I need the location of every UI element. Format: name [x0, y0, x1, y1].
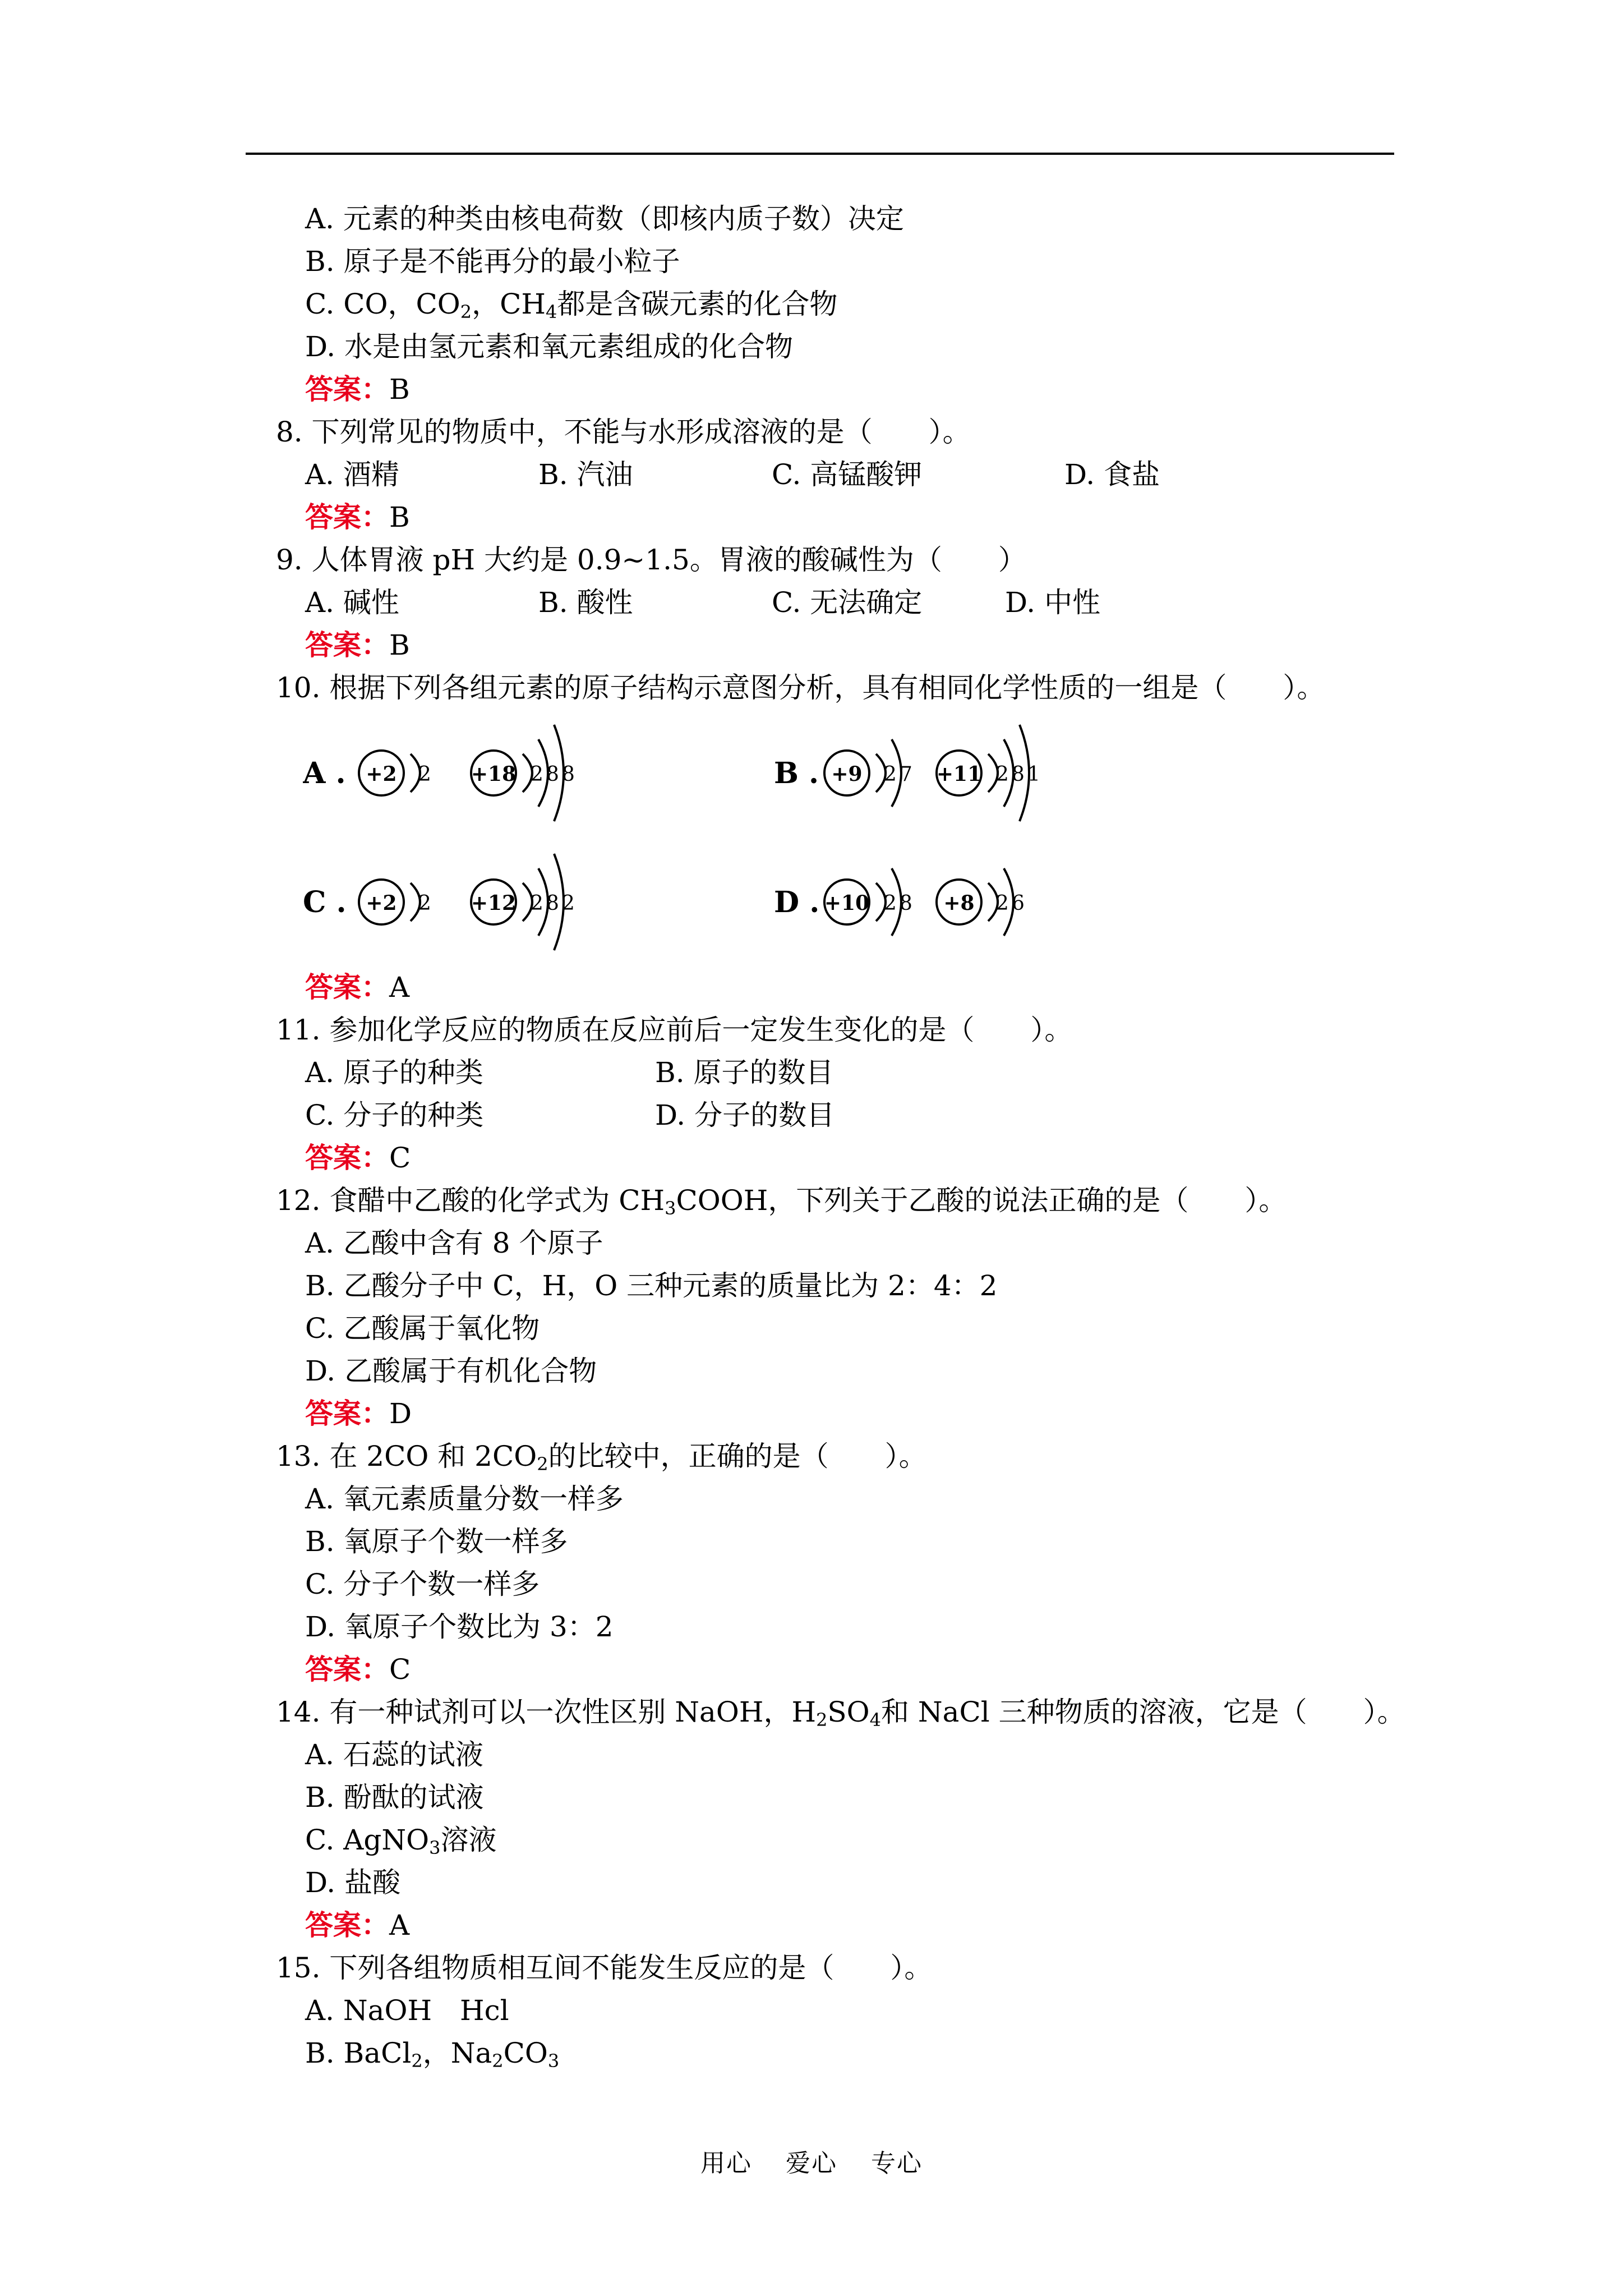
electron-count: 2	[562, 892, 575, 915]
q9-stem: 9. 人体胃液 pH 大约是 0.9~1.5。胃液的酸碱性为（ ）	[276, 544, 1026, 576]
q7-option-a: A. 元素的种类由核电荷数（即核内质子数）决定	[305, 203, 904, 235]
q8-option-b: B. 汽油	[538, 458, 633, 491]
q13-stem: 13. 在 2CO 和 $2CO_2$的比较中，正确的是（ ）。	[276, 1440, 927, 1475]
q9-options	[0, 585, 1623, 620]
nucleus-charge: +11	[936, 762, 982, 786]
nucleus-charge: +2	[366, 762, 397, 786]
electron-count: 1	[1027, 763, 1040, 786]
q14-stem: 14. 有一种试剂可以一次性区别 NaOH，$H_2SO_4$和 NaCl 三种物质的溶液，它是（ ）。	[276, 1696, 1405, 1731]
q9-option-b: B. 酸性	[538, 586, 633, 619]
q15-option-b: B. BaCl$_2$，$Na_2CO_3$	[305, 2037, 560, 2072]
footer-text-1: 用心	[700, 2149, 752, 2178]
q7-option-d: D. 水是由氢元素和氧元素组成的化合物	[305, 330, 794, 363]
q9-answer: 答案：B	[305, 628, 410, 661]
electron-count: 2	[996, 763, 1009, 786]
q13-option-c: C. 分子个数一样多	[305, 1568, 540, 1600]
q11-stem: 11. 参加化学反应的物质在反应前后一定发生变化的是（ ）。	[276, 1014, 1073, 1046]
q10-stem: 10. 根据下列各组元素的原子结构示意图分析，具有相同化学性质的一组是（ ）。	[276, 671, 1325, 704]
nucleus-charge: +10	[824, 891, 870, 915]
q15-stem: 15. 下列各组物质相互间不能发生反应的是（ ）。	[276, 1952, 933, 1984]
nucleus-charge: +8	[943, 891, 975, 915]
q8-option-a: A. 酒精	[305, 458, 399, 491]
electron-count: 2	[884, 763, 897, 786]
q8-stem: 8. 下列常见的物质中，不能与水形成溶液的是（ ）。	[276, 416, 971, 448]
electron-count: 2	[531, 892, 543, 915]
electron-count: 8	[546, 763, 559, 786]
q11-options-row2	[0, 1097, 1623, 1133]
diagram-option-label: C .	[303, 885, 347, 919]
diagram-option-label: D .	[774, 885, 820, 919]
diagram-option-label: B .	[774, 756, 819, 790]
q12-stem: 12. 食醋中乙酸的化学式为 $CH_3COOH$，下列关于乙酸的说法正确的是（ ）。	[276, 1184, 1287, 1219]
q11-options-row1	[0, 1055, 1623, 1091]
q8-option-c: C. 高锰酸钾	[772, 458, 923, 491]
q9-option-a: A. 碱性	[305, 586, 399, 619]
electron-count: 8	[1012, 763, 1025, 786]
q9-option-d: D. 中性	[1005, 586, 1101, 619]
q11-option-d: D. 分子的数目	[655, 1099, 835, 1131]
nucleus-charge: +9	[831, 762, 863, 786]
nucleus-charge: +2	[366, 891, 397, 915]
atomic-structure-diagram	[303, 711, 1110, 963]
q12-option-d: D. 乙酸属于有机化合物	[305, 1355, 597, 1387]
electron-count: 2	[418, 892, 431, 915]
q14-answer: 答案：A	[305, 1908, 410, 1941]
q7-option-b: B. 原子是不能再分的最小粒子	[305, 245, 680, 278]
q13-option-a: A. 氧元素质量分数一样多	[305, 1483, 624, 1515]
header-rule	[246, 153, 1394, 155]
electron-count: 8	[546, 892, 559, 915]
electron-count: 2	[996, 892, 1009, 915]
answer-label: 答案：	[305, 372, 389, 406]
q13-answer: 答案：C	[305, 1653, 411, 1686]
q11-option-c: C. 分子的种类	[305, 1099, 484, 1131]
q9-option-c: C. 无法确定	[772, 586, 923, 619]
electron-count: 8	[900, 892, 912, 915]
q14-option-a: A. 石蕊的试液	[305, 1738, 483, 1771]
electron-count: 2	[531, 763, 543, 786]
q12-answer: 答案：D	[305, 1397, 412, 1430]
q13-option-b: B. 氧原子个数一样多	[305, 1525, 568, 1558]
q12-option-c: C. 乙酸属于氧化物	[305, 1312, 540, 1345]
page-footer	[0, 2143, 1623, 2179]
electron-count: 6	[1012, 892, 1025, 915]
q8-answer: 答案：B	[305, 500, 410, 533]
electron-count: 2	[418, 763, 431, 786]
nucleus-charge: +12	[471, 891, 517, 915]
q14-option-c: C. AgNO$_3$溶液	[305, 1824, 497, 1858]
q8-options	[0, 457, 1623, 493]
footer-text-3: 专心	[871, 2149, 923, 2178]
q11-option-a: A. 原子的种类	[305, 1056, 483, 1089]
q11-option-b: B. 原子的数目	[655, 1056, 834, 1089]
q12-option-b: B. 乙酸分子中 C，H，O 三种元素的质量比为 2：4：2	[305, 1269, 998, 1302]
q14-option-b: B. 酚酞的试液	[305, 1781, 484, 1814]
nucleus-charge: +18	[471, 762, 517, 786]
q10-answer: 答案：A	[305, 970, 410, 1004]
q11-answer: 答案：C	[305, 1141, 411, 1174]
electron-count: 2	[884, 892, 897, 915]
diagram-option-label: A .	[303, 756, 346, 790]
q13-option-d: D. 氧原子个数比为 3：2	[305, 1611, 614, 1643]
q14-option-d: D. 盐酸	[305, 1866, 401, 1899]
electron-count: 7	[900, 763, 912, 786]
q12-option-a: A. 乙酸中含有 8 个原子	[305, 1227, 603, 1259]
q7-answer: 答案：B	[305, 372, 410, 406]
q7-option-c: C. CO，$CO_2$，$CH_4$都是含碳元素的化合物	[305, 288, 838, 323]
q15-option-a: A. NaOH Hcl	[305, 1994, 509, 2027]
q8-option-d: D. 食盐	[1064, 458, 1160, 491]
electron-count: 8	[562, 763, 575, 786]
footer-text-2: 爱心	[786, 2149, 837, 2178]
